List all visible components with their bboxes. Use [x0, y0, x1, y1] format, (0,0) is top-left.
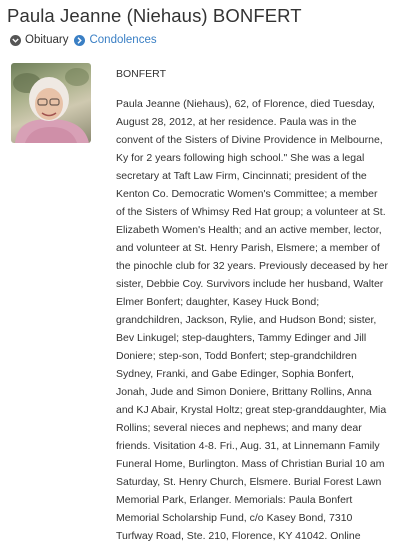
tab-condolences-label: Condolences	[89, 34, 157, 46]
tab-condolences[interactable]	[74, 34, 156, 46]
deceased-photo	[11, 63, 91, 143]
obituary-text: Paula Jeanne (Niehaus), 62, of Florence, died Tuesday, August 28, 2012, at her residence. Paula was in the convent of the Sisters of Divine Providence in Melbourne, Ky for 2 years following high school." She was a legal secretary at Taft Law Firm, Cincinnati; president of the Kenton Co. Democratic Women's Committee; a member of the Sisters of Whimsy Red Hat group; a volunteer at St. Elizabeth Women's Health; and an active member, lector, and volunteer at St. Henry Parish, Elsmere; a member of the pinochle club for 32 years. Previously deceased by her sister, Debbie Coy. Survivors include her husband, Walter Elmer Bonfert; daughter, Kasey Huck Bond; grandchildren, Jackson, Rylie, and Hudson Bond; sister, Bev Linkugel; step-daughters, Tammy Edinger and Jill Doniere; step-son, Todd Bonfert; step-grandchildren Sydney, Franki, and Gabe Edinger, Sophia Bonfert, Jonah, Jude and Simon Doniere, Brittany Rollins, Anna and KJ Abair, Krystal Holtz; great step-granddaughter, Mia Rollins; several nieces and nephews; and many dear friends. Visitation 4-8. Fri., Aug. 31, at Linnemann Family Funeral Home, Burlington. Mass of Christian Burial 10 am Saturday, St. Henry Church, Elsmere. Burial Forest Lawn Memorial Park, Erlanger. Memorials: Paula Bonfert Memorial Scholarship Fund, c/o Kasey Bond, 7310 Turfway Road, Ste. 210, Florence, KY 41042. Online	[116, 98, 388, 542]
obituary-surname: BONFERT	[116, 68, 166, 80]
page-title: Paula Jeanne (Niehaus) BONFERT	[7, 5, 302, 26]
chevron-right-icon	[74, 35, 85, 46]
section-tabs	[10, 34, 157, 46]
tab-obituary-label: Obituary	[25, 34, 69, 46]
chevron-down-icon	[10, 35, 21, 46]
tab-obituary[interactable]	[10, 34, 68, 46]
